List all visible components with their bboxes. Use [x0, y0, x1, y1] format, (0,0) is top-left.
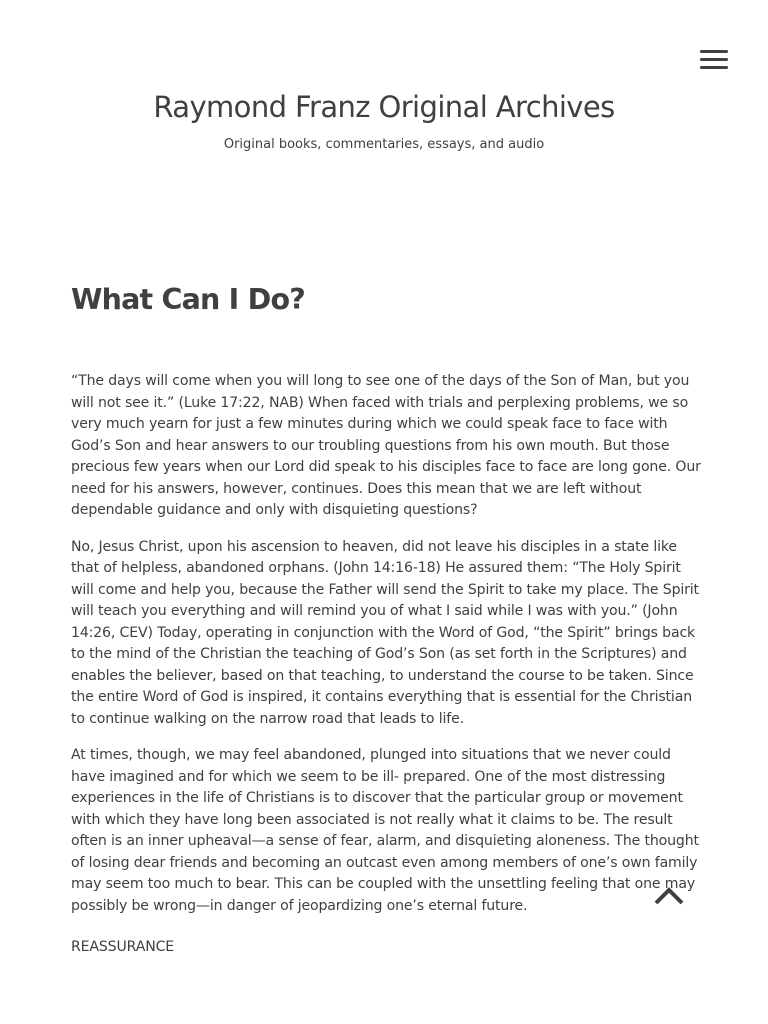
article-content — [71, 371, 701, 974]
site-title-link[interactable]: Raymond Franz Original Archives — [153, 90, 615, 124]
hamburger-menu-icon — [700, 50, 728, 53]
section-heading: REASSURANCE — [71, 939, 175, 955]
site-tagline: Original books, commentaries, essays, and audio — [223, 137, 545, 152]
chevron-up-icon — [652, 884, 686, 908]
hamburger-menu-icon-bar — [700, 58, 728, 61]
site-header — [0, 86, 768, 155]
article-paragraph: “The days will come when you will long to see one of the days of the Son of Man, but you will not see it.” (Luke 17:22, NAB) When faced with trials and perplexing problems, we so very much yearn for just a few minutes during which we could speak face to face with God’s Son and hear answers to our troubling questions from his own mouth. But those precious few years when our Lord did speak to his disciples face to face are long gone. Our need for his answers, however, continues. Does this mean that we are left without dependable guidance and only with disquieting questions? — [71, 373, 701, 518]
article-title: What Can I Do? — [71, 283, 305, 316]
hamburger-menu-icon-bar — [700, 66, 728, 69]
site-title — [0, 86, 768, 128]
scroll-to-top-button[interactable] — [652, 884, 686, 908]
menu-toggle-button[interactable] — [696, 46, 732, 74]
article-paragraph: No, Jesus Christ, upon his ascension to heaven, did not leave his disciples in a state like that of helpless, abandoned orphans. (John 14:16-18) He assured them: “The Holy Spirit will come and help you, because the Father will send the Spirit to take my place. The Spirit will teach you everything and will remind you of what I said while I was with you.” (John 14:26, CEV) Today, operating in conjunction with the Word of God, “the Spirit” brings back to the mind of the Christian the teaching of God’s Son (as set forth in the Scriptures) and enables the believer, based on that teaching, to understand the course to be taken. Since the entire Word of God is inspired, it contains everything that is essential for the Christian to continue walking on the narrow road that leads to life. — [71, 538, 699, 727]
article-paragraph: At times, though, we may feel abandoned, plunged into situations that we never could have imagined and for which we seem to be ill- prepared. One of the most distressing experiences in the life of Christians is to discover that the particular group or movement with which they have long been associated is not really what it claims to be. The result often is an inner upheaval—a sense of fear, alarm, and disquieting aloneness. The thought of losing dear friends and becoming an outcast even among members of one’s own family may seem too much to bear. This can be coupled with the unsettling feeling that one may possibly be wrong—in danger of jeopardizing one’s eternal future. — [71, 747, 699, 914]
